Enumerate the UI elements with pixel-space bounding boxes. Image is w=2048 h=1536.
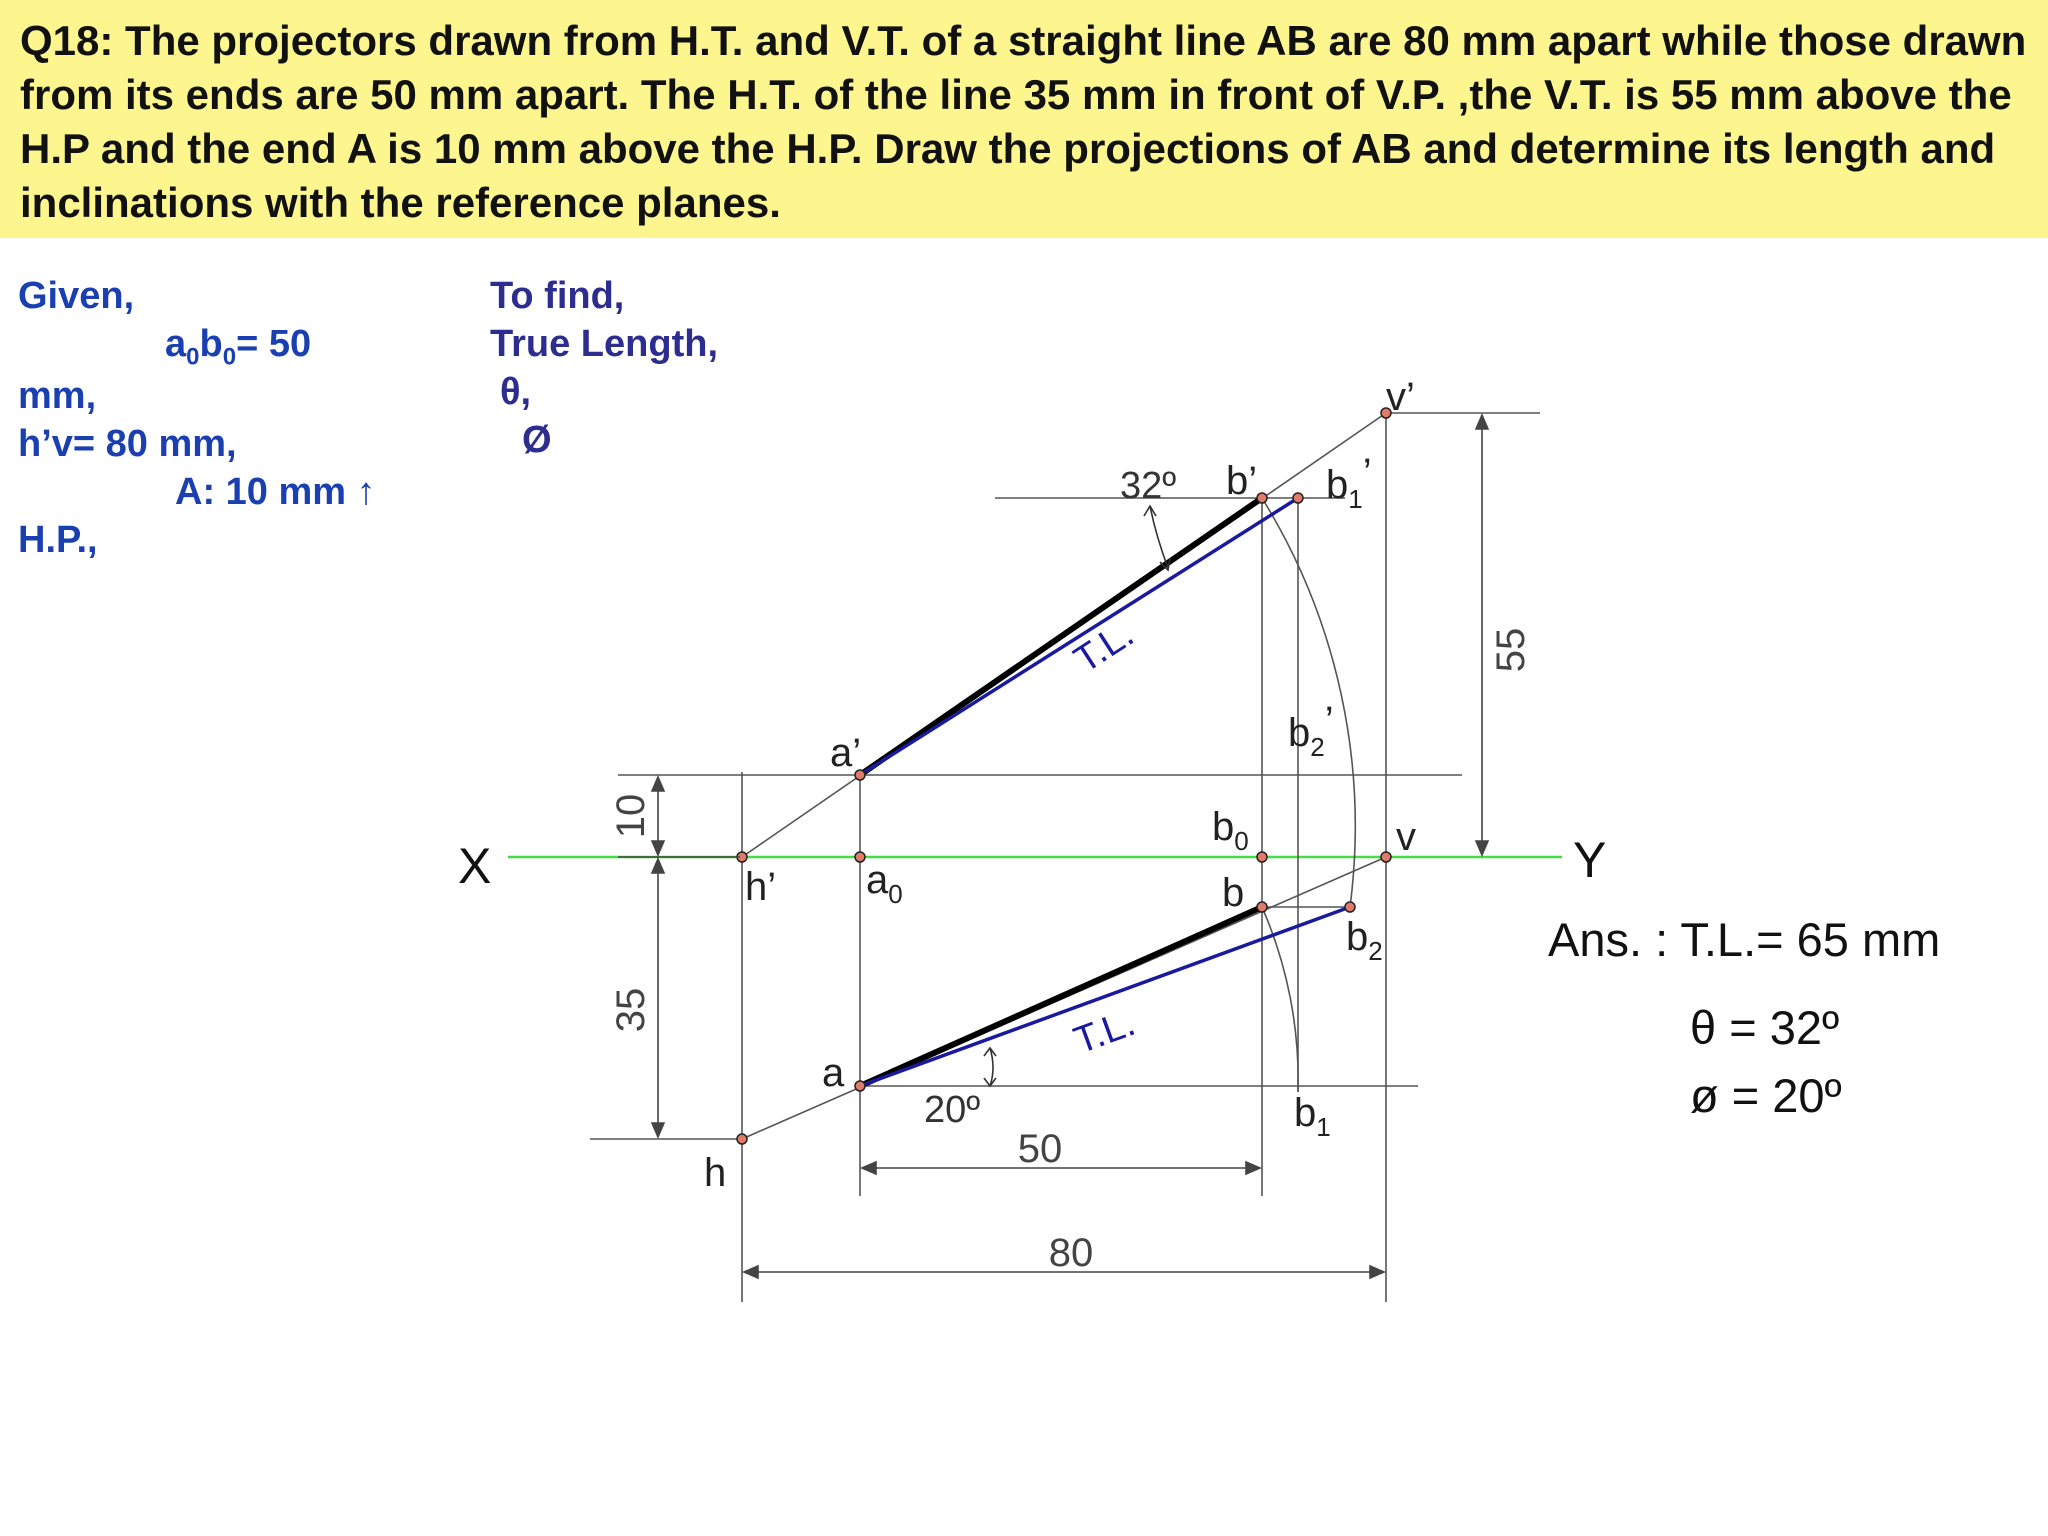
- line-true-length-fv: [860, 498, 1298, 775]
- dim-10-arrow-top: [652, 777, 664, 791]
- dim-55-label: 55: [1489, 627, 1533, 673]
- theta-arc: [1150, 506, 1168, 568]
- line-true-length-tv: [860, 907, 1350, 1086]
- dim-55-arrow-top: [1476, 415, 1488, 429]
- theta-arrow-top: [1144, 506, 1156, 516]
- label-b: b: [1222, 871, 1245, 915]
- point-v: [1381, 852, 1391, 862]
- dim-80-label: 80: [1048, 1231, 1094, 1275]
- find-heading: To find,: [490, 275, 625, 317]
- point-b-prime: [1257, 493, 1267, 503]
- point-b2: [1345, 902, 1355, 912]
- point-h: [737, 1134, 747, 1144]
- answer-theta: θ = 32º: [1690, 1001, 1840, 1054]
- answer-true-length: Ans. : T.L.= 65 mm: [1548, 913, 1941, 966]
- label-b1: $b_1$: [1294, 1091, 1331, 1142]
- tl-label-top: T.L.: [1068, 1002, 1141, 1063]
- find-true-length: True Length,: [490, 323, 718, 365]
- label-b-prime: b’: [1226, 459, 1258, 503]
- label-a-prime: a’: [830, 731, 862, 775]
- given-mm: mm,: [18, 375, 97, 417]
- dim-50-arrow-left: [862, 1162, 876, 1174]
- find-phi: Ø: [522, 419, 552, 461]
- given-hp: H.P.,: [18, 519, 98, 561]
- given-a-height: A: 10 mm ↑: [175, 471, 376, 513]
- dim-80-arrow-left: [744, 1266, 758, 1278]
- dim-35-arrow-top: [652, 859, 664, 873]
- dim-55-arrow-bottom: [1476, 841, 1488, 855]
- label-a: a: [822, 1051, 845, 1095]
- answer-phi: ø = 20º: [1690, 1069, 1842, 1122]
- angle-theta-label: 32º: [1120, 465, 1177, 507]
- label-v-prime: v’: [1386, 375, 1415, 419]
- point-a: [855, 1081, 865, 1091]
- label-b0: $b_0$: [1212, 805, 1249, 856]
- point-b0: [1257, 852, 1267, 862]
- label-b2-prime: $b_2$’: [1288, 699, 1334, 762]
- label-y: Y: [1573, 832, 1607, 888]
- dim-10-arrow-bottom: [652, 841, 664, 855]
- dim-35-label: 35: [609, 987, 653, 1033]
- given-a0b0: $a_0b_0= 50$: [165, 323, 312, 371]
- tl-label-front: T.L.: [1067, 612, 1142, 682]
- dim-80-arrow-right: [1370, 1266, 1384, 1278]
- phi-arc: [990, 1048, 993, 1086]
- label-h: h: [704, 1151, 727, 1195]
- line-top-view: [860, 907, 1262, 1086]
- dim-50-label: 50: [1017, 1127, 1063, 1171]
- phi-arrow-bottom: [984, 1078, 996, 1086]
- point-a0: [855, 852, 865, 862]
- angle-arrows: [984, 506, 1170, 1086]
- dim-50-arrow-right: [1246, 1162, 1260, 1174]
- question-text: Q18: The projectors drawn from H.T. and V.T. of a straight line AB are 80 mm apart while those drawn from its ends are 50 mm apart. The H.T. of the line 35 mm in front of V.P. ,the V.T. is 55 mm above the H.P and the end A is 10 mm above the H.P. Draw the projections of AB and determine its length and inclinations with the reference planes.: [20, 17, 2027, 226]
- label-h-prime: h’: [745, 865, 777, 909]
- label-v: v: [1396, 815, 1416, 859]
- given-heading: Given,: [18, 275, 135, 317]
- point-b: [1257, 902, 1267, 912]
- label-x: X: [458, 838, 492, 894]
- line-front-view: [860, 498, 1262, 775]
- label-b2: $b_2$: [1346, 915, 1383, 966]
- label-a0: $a_0$: [866, 858, 903, 909]
- dim-10-label: 10: [609, 793, 653, 839]
- dim-35-arrow-bottom: [652, 1123, 664, 1137]
- points: [737, 408, 1391, 1144]
- phi-arrow-top: [984, 1048, 996, 1056]
- arc-b: [1262, 907, 1298, 1092]
- given-hv: h’v= 80 mm,: [18, 423, 237, 465]
- find-theta: θ,: [500, 371, 532, 413]
- arc-b-prime: [1262, 498, 1355, 907]
- projection-lines: [860, 498, 1350, 1086]
- angle-phi-label: 20º: [924, 1089, 981, 1131]
- label-b1-prime: $b_1$’: [1326, 451, 1372, 514]
- point-b1-prime: [1293, 493, 1303, 503]
